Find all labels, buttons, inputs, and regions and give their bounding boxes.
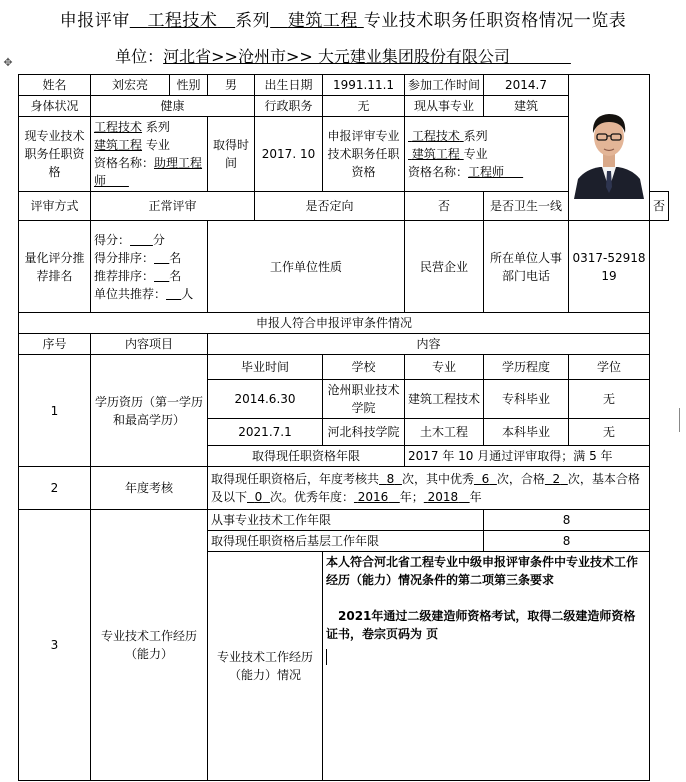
table-move-handle-icon[interactable]: ✥ <box>3 56 13 69</box>
obtain-time-value[interactable]: 2017. 10 <box>255 117 323 192</box>
method-value[interactable]: 正常评审 <box>91 192 255 221</box>
applicant-photo <box>572 97 646 199</box>
edu-degree[interactable]: 无 <box>569 419 650 446</box>
method-label: 评审方式 <box>19 192 91 221</box>
edu-grad-time[interactable]: 2021.7.1 <box>208 419 323 446</box>
current-major: 建筑工程 <box>94 138 143 152</box>
obtain-time-label: 取得时间 <box>208 117 255 192</box>
title-series: 工程技术 <box>147 11 218 31</box>
gender-label: 性别 <box>170 75 208 96</box>
current-qual-cell[interactable]: 工程技术 系列 建筑工程 专业 资格名称：助理工程师 <box>91 117 208 192</box>
health-value[interactable]: 健康 <box>91 96 255 117</box>
current-series: 工程技术 <box>94 120 143 134</box>
edu-major[interactable]: 土木工程 <box>405 419 484 446</box>
edu-school[interactable]: 沧州职业技术学院 <box>323 380 405 419</box>
col-header-item: 内容项目 <box>91 334 208 355</box>
health-label: 身体状况 <box>19 96 91 117</box>
photo-cell <box>569 75 650 221</box>
edu-header-school: 学校 <box>323 355 405 380</box>
title-suffix: 专业技术职务任职资格情况一览表 <box>363 11 627 31</box>
work-years-label: 从事专业技术工作年限 <box>208 510 484 531</box>
annual-item: 年度考核 <box>91 467 208 510</box>
current-qual-label: 现专业技术职务任职资格 <box>19 117 91 192</box>
text-cursor <box>326 649 327 665</box>
grassroots-years-label: 取得现任职资格后基层工作年限 <box>208 531 484 552</box>
section-header: 申报人符合申报评审条件情况 <box>19 313 650 334</box>
qual-years-value[interactable]: 2017 年 10 月通过评审取得；满 5 年 <box>405 446 650 467</box>
unit-label: 单位： <box>115 47 164 66</box>
edu-header-level: 学历程度 <box>484 355 569 380</box>
apply-series: 工程技术 <box>411 129 460 143</box>
unit-type-value[interactable]: 民营企业 <box>405 221 484 313</box>
experience-text-2: 2021年通过二级建造师资格考试，取得二级建造师资格证书，卷宗页码为 页 <box>326 609 636 641</box>
experience-label: 专业技术工作经历（能力）情况 <box>208 552 323 781</box>
work-start-value[interactable]: 2014.7 <box>484 75 569 96</box>
edu-header-grad-time: 毕业时间 <box>208 355 323 380</box>
apply-qual-name: 工程师 <box>468 165 505 179</box>
experience-item: 专业技术工作经历（能力） <box>91 510 208 781</box>
person-photo-icon <box>572 97 646 199</box>
experience-text-1: 本人符合河北省工程专业中级申报评审条件中专业技术工作经历（能力）情况条件的第二项第三条要求 <box>326 555 639 587</box>
frontline-value[interactable]: 否 <box>650 192 669 221</box>
current-major-label: 现从事专业 <box>405 96 484 117</box>
qual-years-label: 取得现任职资格年限 <box>208 446 405 467</box>
work-years-value[interactable]: 8 <box>484 510 650 531</box>
apply-qual-label: 申报评审专业技术职务任职资格 <box>323 117 405 192</box>
edu-header-major: 专业 <box>405 355 484 380</box>
grassroots-years-value[interactable]: 8 <box>484 531 650 552</box>
admin-label: 行政职务 <box>255 96 323 117</box>
edu-degree[interactable]: 无 <box>569 380 650 419</box>
table-resize-handle[interactable] <box>679 408 686 432</box>
apply-major: 建筑工程 <box>411 147 460 161</box>
qualification-table <box>18 74 669 781</box>
name-label: 姓名 <box>19 75 91 96</box>
birth-value[interactable]: 1991.11.1 <box>323 75 405 96</box>
experience-text[interactable] <box>323 552 650 781</box>
col-header-no: 序号 <box>19 334 91 355</box>
gender-value[interactable]: 男 <box>208 75 255 96</box>
annual-content[interactable]: 取得现任职资格后，年度考核共 8 次，其中优秀 6 次，合格 2 次，基本合格及以下 0 次。优秀年度： 2016 年； 2018 年 <box>208 467 650 510</box>
edu-level[interactable]: 专科毕业 <box>484 380 569 419</box>
form-title <box>0 6 686 31</box>
work-start-label: 参加工作时间 <box>405 75 484 96</box>
birth-label: 出生日期 <box>255 75 323 96</box>
unit-type-label: 工作单位性质 <box>208 221 405 313</box>
col-header-content: 内容 <box>208 334 650 355</box>
current-qual-name: 助理工程师 <box>94 156 203 188</box>
title-series-suffix: 系列 <box>235 11 271 31</box>
directed-value[interactable]: 否 <box>405 192 484 221</box>
edu-grad-time[interactable]: 2014.6.30 <box>208 380 323 419</box>
unit-value: 河北省>>沧州市>> 大元建业集团股份有限公司 <box>163 47 510 66</box>
score-label: 量化评分推荐排名 <box>19 221 91 313</box>
annual-no: 2 <box>19 467 91 510</box>
experience-no: 3 <box>19 510 91 781</box>
name-value[interactable]: 刘宏亮 <box>91 75 170 96</box>
edu-school[interactable]: 河北科技学院 <box>323 419 405 446</box>
edu-level[interactable]: 本科毕业 <box>484 419 569 446</box>
score-cell[interactable]: 得分： 分 得分排序： 名 推荐排序： 名 单位共推荐： 人 <box>91 221 208 313</box>
phone-label: 所在单位人事部门电话 <box>484 221 569 313</box>
phone-value[interactable]: 0317-5291819 <box>569 221 650 313</box>
edu-major[interactable]: 建筑工程技术 <box>405 380 484 419</box>
title-major: 建筑工程 <box>287 11 358 31</box>
admin-value[interactable]: 无 <box>323 96 405 117</box>
education-item: 学历资历（第一学历和最高学历） <box>91 355 208 467</box>
apply-qual-cell[interactable]: 工程技术 系列 建筑工程 专业 资格名称：工程师 <box>405 117 569 192</box>
directed-label: 是否定向 <box>255 192 405 221</box>
frontline-label: 是否卫生一线 <box>484 192 569 221</box>
edu-header-degree: 学位 <box>569 355 650 380</box>
unit-line <box>0 44 686 67</box>
education-no: 1 <box>19 355 91 467</box>
current-major-value[interactable]: 建筑 <box>484 96 569 117</box>
title-prefix: 申报评审 <box>59 11 130 31</box>
